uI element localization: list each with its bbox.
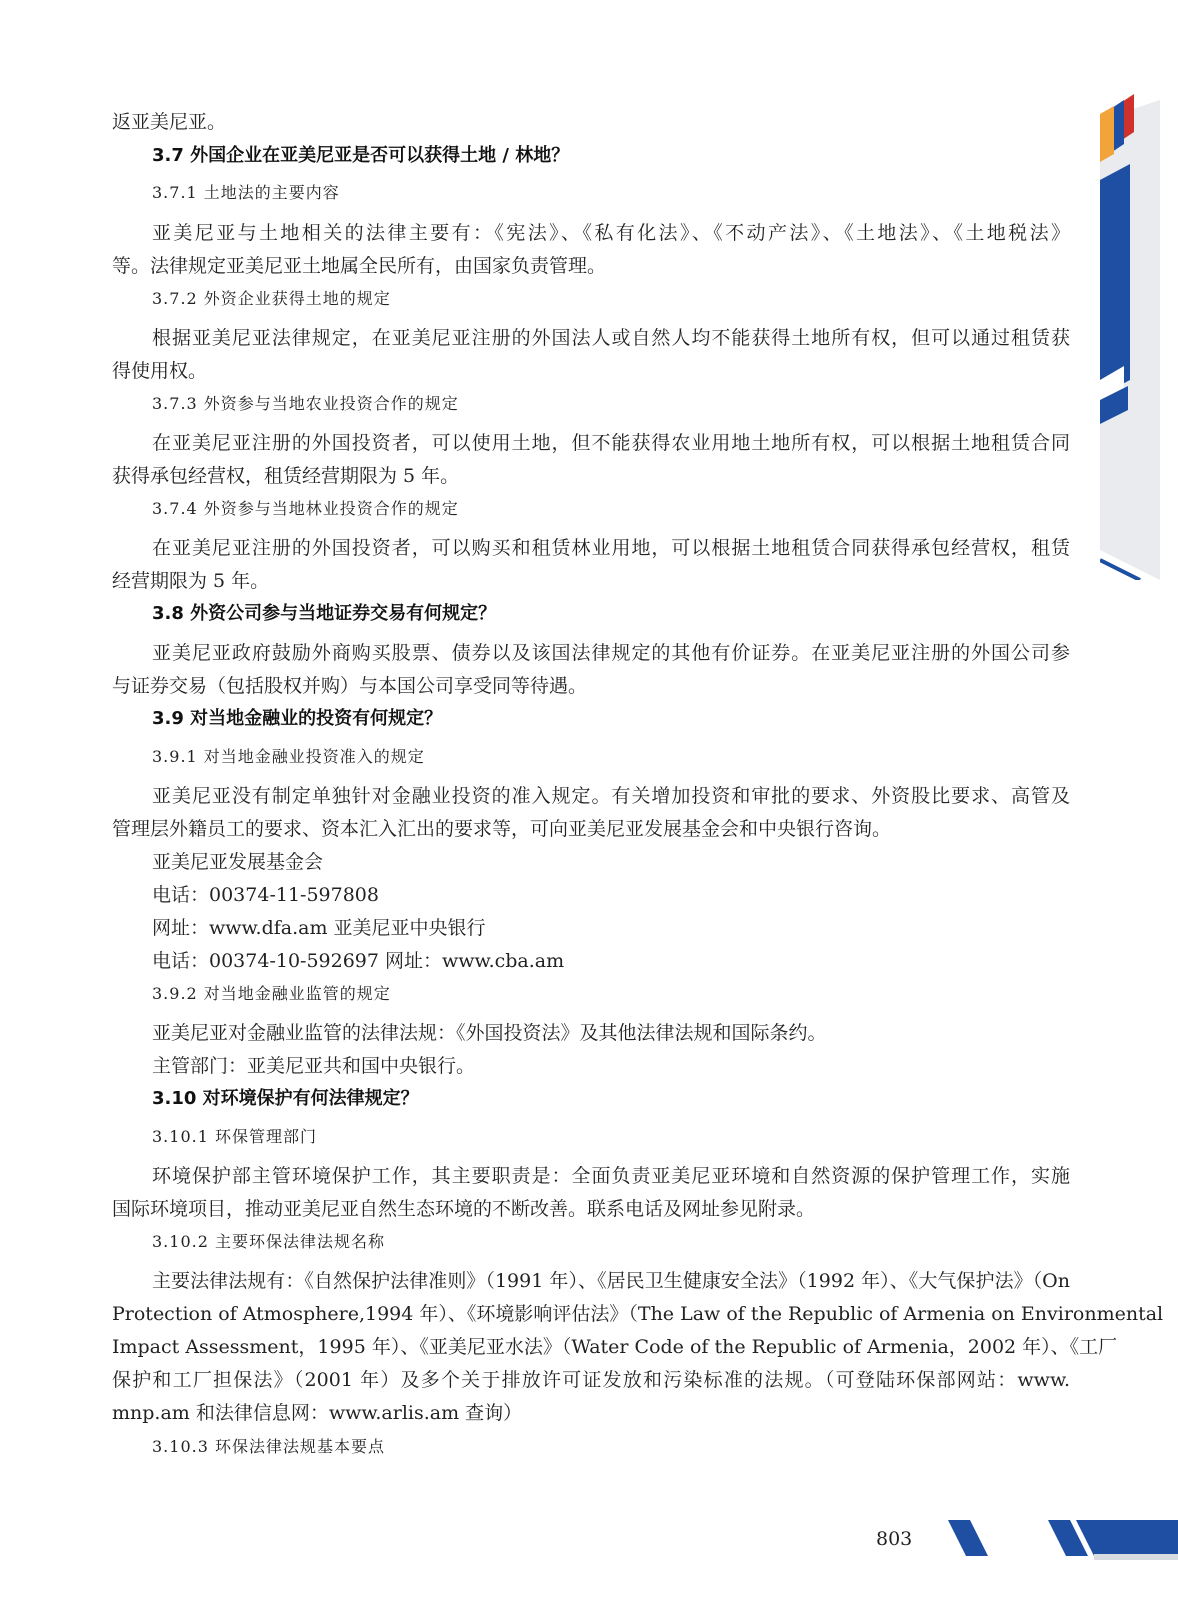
body-line: 得使用权。 (112, 360, 208, 382)
subheading-3-10-1: 3.10.1 环保管理部门 (152, 1127, 317, 1146)
section-heading-3-7: 3.7 外国企业在亚美尼亚是否可以获得土地 / 林地？ (152, 145, 570, 166)
section-heading-3-8: 3.8 外资公司参与当地证券交易有何规定？ (152, 603, 497, 624)
footer-stripe-3 (1076, 1520, 1178, 1556)
body-line: 网址：www.dfa.am 亚美尼亚中央银行 (152, 917, 486, 939)
body-line: 获得承包经营权，租赁经营期限为 5 年。 (112, 465, 460, 487)
section-heading-3-9: 3.9 对当地金融业的投资有何规定？ (152, 708, 443, 729)
body-line: Impact Assessment，1995 年）、《亚美尼亚水法》（Water Code of the Republic of Armenia，2002 年）、《工厂 (112, 1336, 1118, 1358)
body-line: 国际环境项目，推动亚美尼亚自然生态环境的不断改善。联系电话及网址参见附录。 (112, 1198, 816, 1220)
subheading-3-7-1: 3.7.1 土地法的主要内容 (152, 183, 340, 202)
body-line: 亚美尼亚政府鼓励外商购买股票、债券以及该国法律规定的其他有价证券。在亚美尼亚注册的外国公司参 (152, 642, 1070, 664)
body-line: 保护和工厂担保法》（2001 年）及多个关于排放许可证发放和污染标准的法规。（可登陆环保部网站：www. (112, 1369, 1070, 1391)
subheading-3-7-4: 3.7.4 外资参与当地林业投资合作的规定 (152, 499, 459, 518)
body-line: 亚美尼亚发展基金会 (152, 851, 324, 873)
side-banner-decoration (1100, 80, 1170, 580)
subheading-3-7-2: 3.7.2 外资企业获得土地的规定 (152, 289, 391, 308)
body-line: 电话：00374-11-597808 (152, 884, 379, 906)
body-line: 在亚美尼亚注册的外国投资者，可以使用土地，但不能获得农业用地土地所有权，可以根据土地租赁合同 (152, 432, 1070, 454)
body-line: 亚美尼亚与土地相关的法律主要有：《宪法》、《私有化法》、《不动产法》、《土地法》、《土地税法》 (152, 222, 1070, 244)
body-line: Protection of Atmosphere,1994 年）、《环境影响评估法》（The Law of the Republic of Armenia on Environmental (112, 1303, 1164, 1325)
subheading-3-10-3: 3.10.3 环保法律法规基本要点 (152, 1437, 385, 1456)
body-line: 电话：00374-10-592697 网址：www.cba.am (152, 950, 565, 972)
subheading-3-9-2: 3.9.2 对当地金融业监管的规定 (152, 984, 391, 1003)
body-line: 主要法律法规有：《自然保护法律准则》（1991 年）、《居民卫生健康安全法》（1992 年）、《大气保护法》（On (152, 1270, 1070, 1292)
body-line: 管理层外籍员工的要求、资本汇入汇出的要求等，可向亚美尼亚发展基金会和中央银行咨询。 (112, 818, 892, 840)
body-line: mnp.am 和法律信息网：www.arlis.am 查询） (112, 1402, 523, 1424)
body-line: 与证券交易（包括股权并购）与本国公司享受同等待遇。 (112, 675, 588, 697)
body-line: 经营期限为 5 年。 (112, 570, 270, 592)
body-line-01: 返亚美尼亚。 (112, 111, 227, 133)
subheading-3-7-3: 3.7.3 外资参与当地农业投资合作的规定 (152, 394, 459, 413)
footer-stripe-decoration (948, 1520, 1178, 1560)
banner-blue-band (1100, 164, 1130, 396)
subheading-3-9-1: 3.9.1 对当地金融业投资准入的规定 (152, 747, 425, 766)
footer-grey-bar (1094, 1554, 1178, 1560)
subheading-3-10-2: 3.10.2 主要环保法律法规名称 (152, 1232, 385, 1251)
body-line: 等。法律规定亚美尼亚土地属全民所有，由国家负责管理。 (112, 255, 607, 277)
body-line: 亚美尼亚没有制定单独针对金融业投资的准入规定。有关增加投资和审批的要求、外资股比要求、高管及 (152, 785, 1070, 807)
body-line: 根据亚美尼亚法律规定，在亚美尼亚注册的外国法人或自然人均不能获得土地所有权，但可以通过租赁获 (152, 327, 1070, 349)
body-line: 环境保护部主管环境保护工作，其主要职责是：全面负责亚美尼亚环境和自然资源的保护管理工作，实施 (152, 1165, 1070, 1187)
section-heading-3-10: 3.10 对环境保护有何法律规定？ (152, 1088, 419, 1109)
body-line: 亚美尼亚对金融业监管的法律法规：《外国投资法》及其他法律法规和国际条约。 (152, 1022, 827, 1044)
body-line: 在亚美尼亚注册的外国投资者，可以购买和租赁林业用地，可以根据土地租赁合同获得承包经营权，租赁 (152, 537, 1070, 559)
body-line: 主管部门：亚美尼亚共和国中央银行。 (152, 1055, 476, 1077)
flag-orange-stripe (1100, 106, 1114, 162)
footer-stripe-1 (948, 1520, 988, 1556)
page-number: 803 (876, 1528, 913, 1550)
